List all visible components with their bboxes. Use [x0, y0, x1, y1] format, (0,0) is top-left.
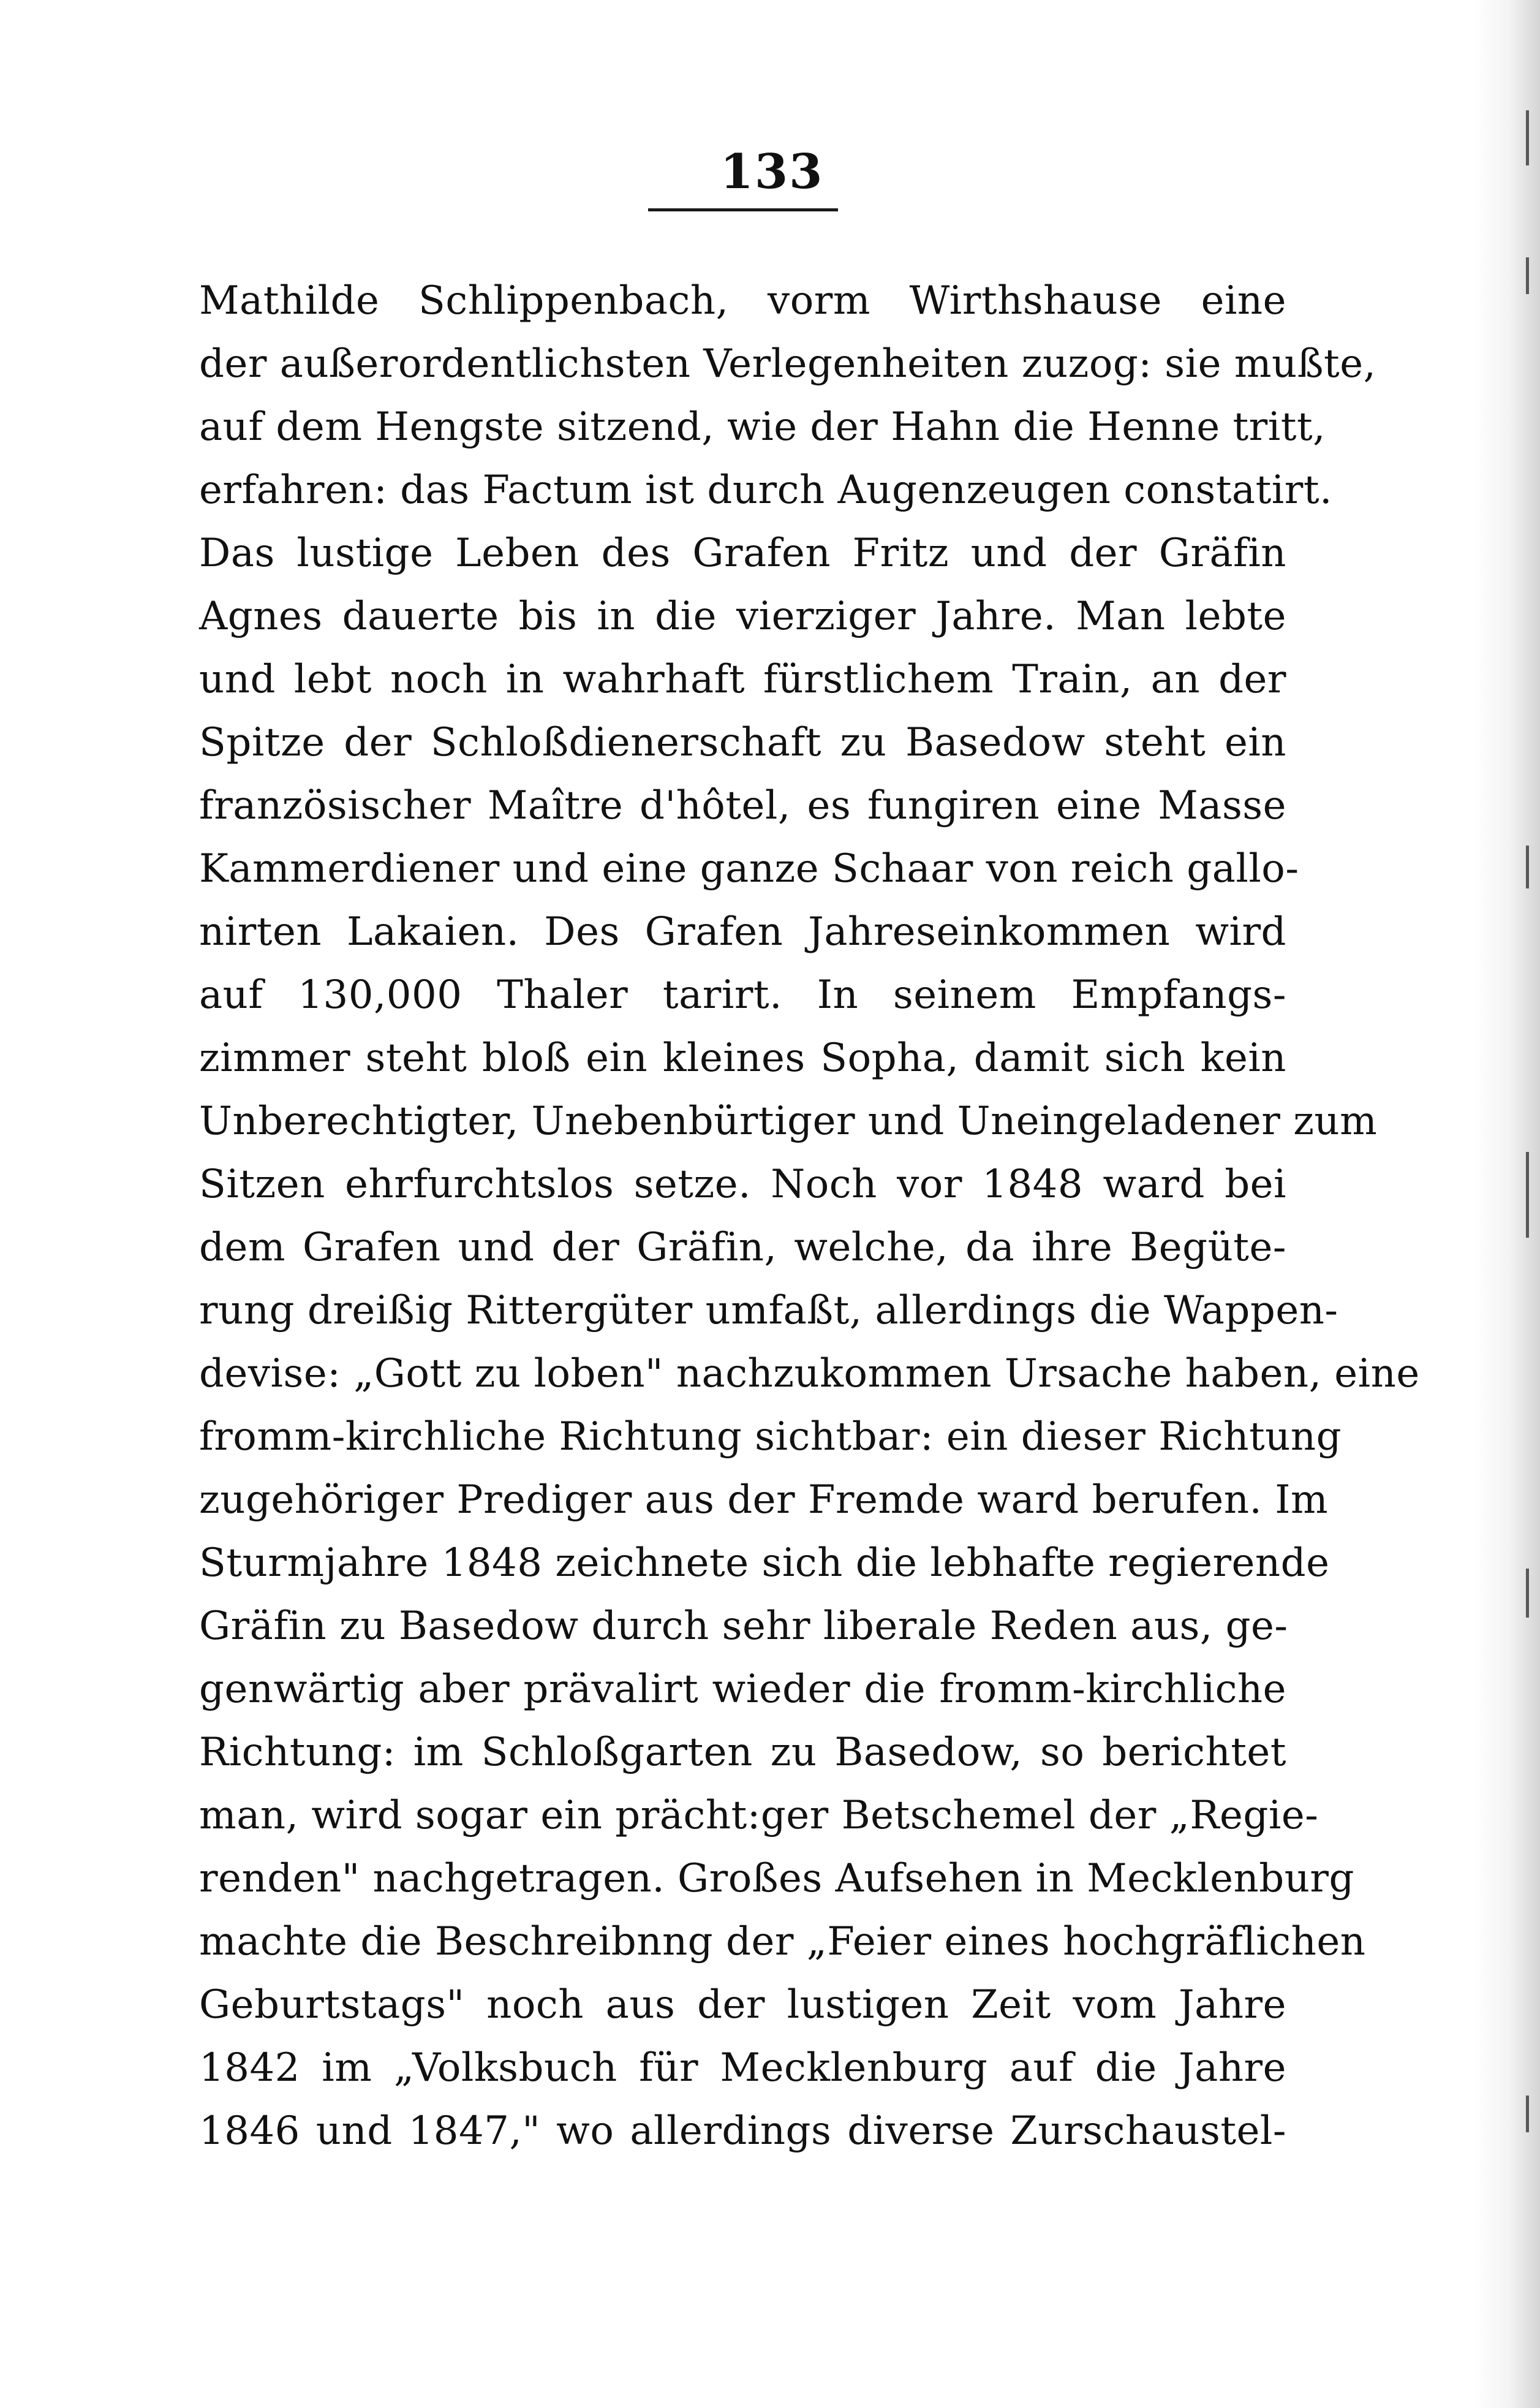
text-line: auf dem Hengste sitzend, wie der Hahn die Henne tritt, [199, 404, 1326, 450]
text-line: Kammerdiener und eine ganze Schaar von reich gallo- [199, 846, 1299, 892]
text-line: auf 130,000 Thaler tarirt. In seinem Empfangs- [199, 972, 1286, 1018]
text-line: der außerordentlichsten Verlegenheiten zuzog: sie mußte, [199, 341, 1376, 387]
text-line: 1842 im „Volksbuch für Mecklenburg auf die Jahre [199, 2045, 1286, 2091]
text-line: 1846 und 1847," wo allerdings diverse Zurschaustel- [199, 2108, 1286, 2154]
text-line: dem Grafen und der Gräfin, welche, da ihre Begüte- [199, 1225, 1286, 1270]
text-line: zimmer steht bloß ein kleines Sopha, damit sich kein [199, 1036, 1286, 1081]
text-line: man, wird sogar ein prächt:ger Betschemel der „Regie- [199, 1793, 1319, 1838]
text-line: Das lustige Leben des Grafen Fritz und der Gräfin [199, 531, 1286, 576]
text-line: Sitzen ehrfurchtslos setze. Noch vor 1848 ward bei [199, 1162, 1286, 1207]
edge-mark [1526, 1569, 1529, 1618]
text-line: zugehöriger Prediger aus der Fremde ward berufen. Im [199, 1477, 1329, 1523]
text-line: Geburtstags" noch aus der lustigen Zeit vom Jahre [199, 1982, 1286, 2027]
edge-mark [1526, 846, 1529, 888]
text-line: Sturmjahre 1848 zeichnete sich die lebhafte regierende [199, 1540, 1330, 1586]
text-line: genwärtig aber prävalirt wieder die fromm-kirchliche [199, 1667, 1286, 1712]
page-edge-shadow [1473, 0, 1540, 2408]
text-line: Agnes dauerte bis in die vierziger Jahre. Man lebte [199, 594, 1286, 639]
page-number: 133 [720, 144, 824, 200]
text-line: rung dreißig Rittergüter umfaßt, allerdings die Wappen- [199, 1288, 1338, 1333]
text-line: und lebt noch in wahrhaft fürstlichem Train, an der [199, 657, 1286, 702]
text-line: Spitze der Schloßdienerschaft zu Basedow steht ein [199, 720, 1286, 765]
text-line: Gräfin zu Basedow durch sehr liberale Reden aus, ge- [199, 1603, 1288, 1649]
text-line: Unberechtigter, Unebenbürtiger und Uneingeladener zum [199, 1099, 1378, 1144]
text-line: renden" nachgetragen. Großes Aufsehen in Mecklenburg [199, 1856, 1354, 1901]
edge-mark [1526, 1152, 1529, 1238]
text-line: devise: „Gott zu loben" nachzukommen Ursache haben, eine [199, 1351, 1420, 1396]
binding-edge-marks [1517, 0, 1529, 2408]
page-number-rule [648, 208, 838, 211]
body-text [199, 270, 1420, 2163]
text-line: machte die Beschreibnng der „Feier eines hochgräflichen [199, 1919, 1366, 1964]
text-line: nirten Lakaien. Des Grafen Jahreseinkommen wird [199, 909, 1286, 955]
edge-mark [1526, 257, 1529, 294]
text-line: Mathilde Schlippenbach, vorm Wirthshause eine [199, 278, 1286, 324]
text-line: französischer Maître d'hôtel, es fungiren eine Masse [199, 783, 1286, 828]
text-line: Richtung: im Schloßgarten zu Basedow, so berichtet [199, 1730, 1286, 1775]
edge-mark [1526, 2096, 1529, 2132]
edge-mark [1526, 110, 1529, 165]
text-line: fromm-kirchliche Richtung sichtbar: ein dieser Richtung [199, 1414, 1342, 1460]
text-line: erfahren: das Factum ist durch Augenzeugen constatirt. [199, 468, 1332, 513]
